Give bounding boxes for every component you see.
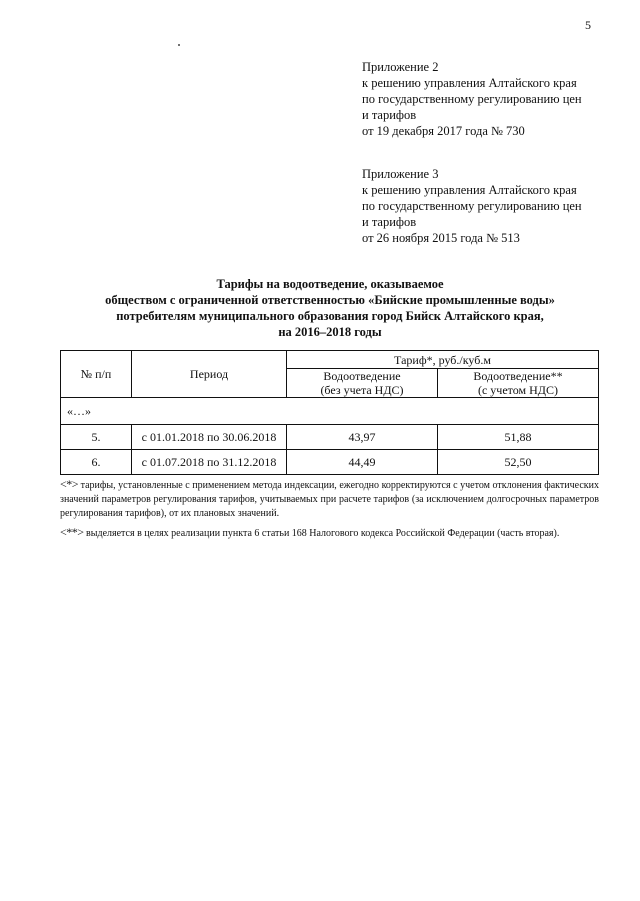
tariff-table (60, 350, 599, 475)
ellipsis-cell: «…» (61, 398, 599, 425)
header-with-vat-line2: (с учетом НДС) (477, 383, 558, 397)
appendix-2-label: Приложение 2 (362, 60, 439, 74)
appendix-2-header (362, 59, 582, 139)
title-line: потребителям муниципального образования город Бийск Алтайского края, (116, 309, 544, 323)
footnote-2-text: выделяется в целях реализации пункта 6 статьи 168 Налогового кодекса Российской Федерации (часть вторая). (86, 528, 560, 539)
appendix-3-line: по государственному регулированию цен (362, 199, 582, 213)
row-tariff-with-vat: 51,88 (437, 425, 598, 450)
appendix-2-date: от 19 декабря 2017 года № 730 (362, 124, 525, 138)
header-no-vat-line1: Водоотведение (323, 369, 401, 383)
appendix-3-date: от 26 ноября 2015 года № 513 (362, 231, 520, 245)
page-number: 5 (585, 18, 591, 32)
row-period: с 01.01.2018 по 30.06.2018 (132, 425, 287, 450)
appendix-3-header (362, 166, 582, 246)
header-tariff: Тариф*, руб./куб.м (287, 351, 599, 369)
title-line: обществом с ограниченной ответственностью «Бийские промышленные воды» (105, 293, 555, 307)
header-no-vat (287, 369, 438, 398)
footnote-1 (60, 477, 599, 521)
header-num: № п/п (61, 351, 132, 398)
footnotes (60, 477, 599, 545)
row-period: с 01.07.2018 по 31.12.2018 (132, 450, 287, 475)
footnote-1-marker: <*> (60, 477, 79, 491)
appendix-3-line: и тарифов (362, 215, 417, 229)
appendix-3-label: Приложение 3 (362, 167, 439, 181)
document-title (60, 276, 600, 340)
scan-speck (178, 44, 180, 46)
appendix-3-line: к решению управления Алтайского края (362, 183, 577, 197)
appendix-2-line: к решению управления Алтайского края (362, 76, 577, 90)
ellipsis-row (61, 398, 599, 425)
row-tariff-with-vat: 52,50 (437, 450, 598, 475)
table-row (61, 425, 599, 450)
table-header-row (61, 351, 599, 369)
table-row (61, 450, 599, 475)
header-period: Период (132, 351, 287, 398)
header-with-vat (437, 369, 598, 398)
header-with-vat-line1: Водоотведение** (473, 369, 563, 383)
row-num: 6. (61, 450, 132, 475)
row-tariff-no-vat: 44,49 (287, 450, 438, 475)
title-line: Тарифы на водоотведение, оказываемое (216, 277, 444, 291)
appendix-2-line: и тарифов (362, 108, 417, 122)
footnote-2-marker: <**> (60, 525, 84, 539)
footnote-2 (60, 525, 599, 541)
row-num: 5. (61, 425, 132, 450)
header-no-vat-line2: (без учета НДС) (320, 383, 404, 397)
row-tariff-no-vat: 43,97 (287, 425, 438, 450)
title-line: на 2016–2018 годы (278, 325, 382, 339)
appendix-2-line: по государственному регулированию цен (362, 92, 582, 106)
footnote-1-text: тарифы, установленные с применением метода индексации, ежегодно корректируются с учетом отклонения фактических значений параметров регулирования тарифов, учитываемых при расчете тарифов (за исключением долгосрочных параметров регулирования тарифов), от их плановых значений. (60, 480, 599, 519)
